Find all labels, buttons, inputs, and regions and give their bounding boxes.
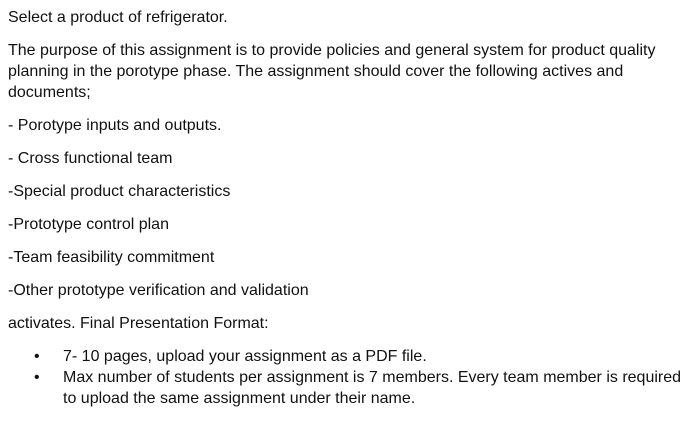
bullet-item xyxy=(8,346,692,367)
item-special-characteristics: -Special product characteristics xyxy=(8,183,231,200)
item-control-plan: -Prototype control plan xyxy=(8,216,169,233)
document-title: Select a product of refrigerator. xyxy=(8,9,228,26)
intro-paragraph: The purpose of this assignment is to provide policies and general system for product quality planning in the porotype phase. The assignment should cover the following actives and documents; xyxy=(8,42,656,101)
presentation-format-heading: activates. Final Presentation Format: xyxy=(8,315,269,332)
bullet-item xyxy=(8,367,692,409)
item-verification-validation: -Other prototype verification and validation xyxy=(8,282,309,299)
item-feasibility-commitment: -Team feasibility commitment xyxy=(8,249,215,266)
item-porotype-io: - Porotype inputs and outputs. xyxy=(8,117,222,134)
item-cross-functional-team: - Cross functional team xyxy=(8,150,173,167)
bullet-text: Max number of students per assignment is 7 members. Every team member is required to upload the same assignment under their name. xyxy=(63,369,682,407)
format-bullet-list xyxy=(8,346,692,409)
bullet-dot-icon: • xyxy=(34,348,40,365)
bullet-dot-icon: • xyxy=(34,369,40,386)
bullet-text: 7- 10 pages, upload your assignment as a PDF file. xyxy=(63,348,427,365)
